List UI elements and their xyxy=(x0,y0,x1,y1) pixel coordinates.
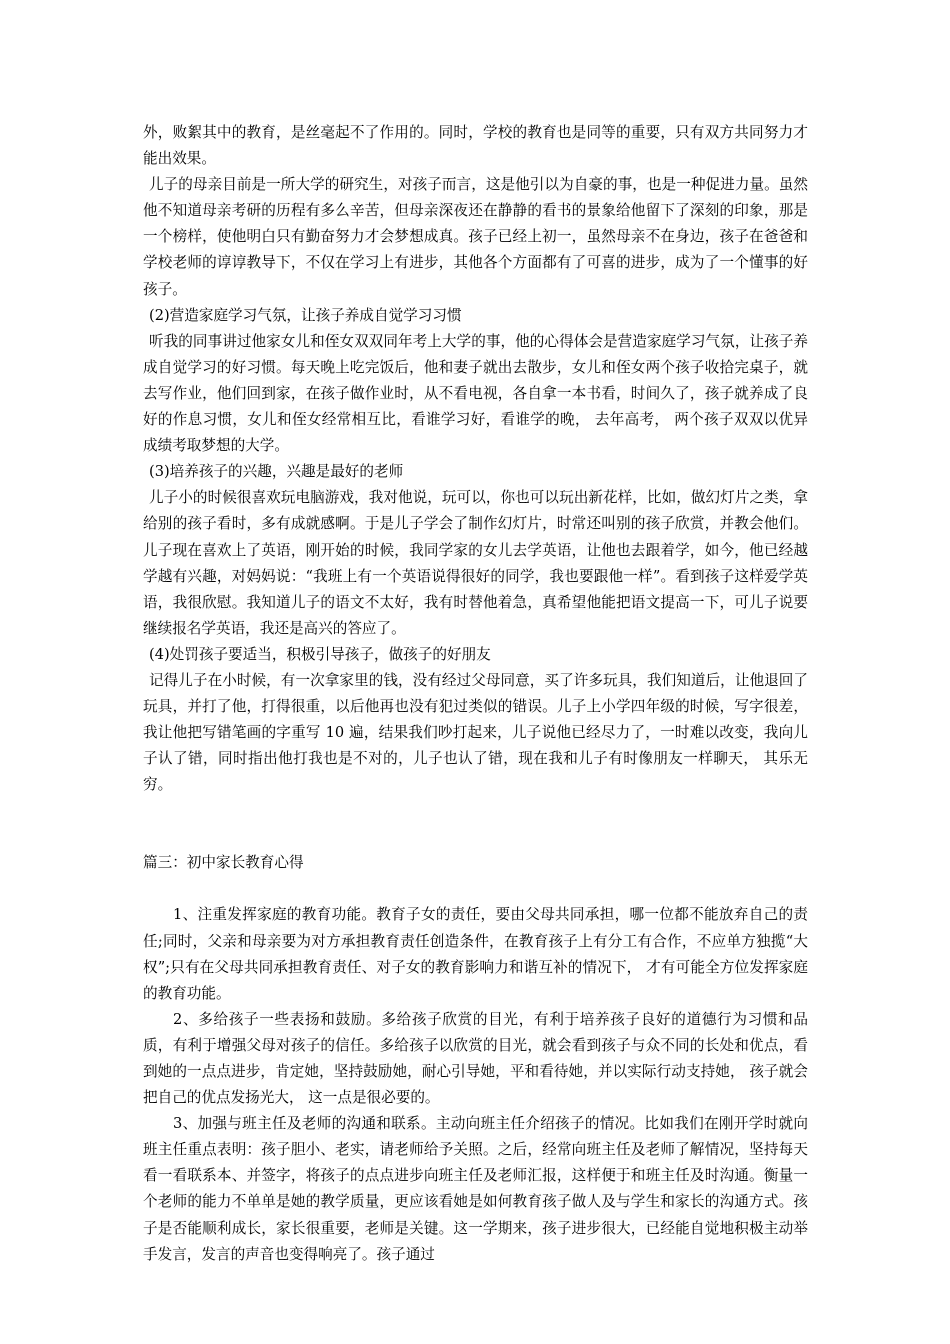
title-spacer xyxy=(143,876,808,902)
subheading-3: (3)培养孩子的兴趣，兴趣是最好的老师 xyxy=(149,463,404,481)
section-title: 篇三：初中家长教育心得 xyxy=(143,854,304,872)
section-spacer xyxy=(143,798,808,850)
subheading-2: (2)营造家庭学习气氛，让孩子养成自觉学习习惯 xyxy=(149,306,462,324)
part1 xyxy=(143,120,808,798)
paragraph-mother-example: 儿子的母亲目前是一所大学的研究生，对孩子而言，这是他引以为自豪的事，也是一种促进力量。虽然他不知道母亲考研的历程有多么辛苦，但母亲深夜还在静静的看书的景象给他留下了深刻的印象，那是一个榜样，使他明白只有勤奋努力才会梦想成真。孩子已经上初一，虽然母亲不在身边，孩子在爸爸和学校老师的谆谆教导下，不仅在学习上有进步，其他各个方面都有了可喜的进步，成为了一个懂事的好孩子。 xyxy=(143,176,808,298)
part2 xyxy=(143,850,808,1267)
document-page xyxy=(143,120,808,1268)
paragraph-study-atmosphere: 听我的同事讲过他家女儿和侄女双双同年考上大学的事，他的心得体会是营造家庭学习气氛，让孩子养成自觉学习的好习惯。每天晚上吃完饭后，他和妻子就出去散步，女儿和侄女两个孩子收拾完桌子，就去写作业，他们回到家，在孩子做作业时，从不看电视，各自拿一本书看，时间久了，孩子就养成了良好的作息习惯，女儿和侄女经常相互比，看谁学习好，看谁学的晚， 去年高考， 两个孩子双双以优异成绩考取梦想的大学。 xyxy=(143,332,808,455)
paragraph-intro-continuation: 外，败絮其中的教育，是丝毫起不了作用的。同时，学校的教育也是同等的重要，只有双方共同努力才能出效果。 xyxy=(143,124,808,168)
subheading-4: (4)处罚孩子要适当，积极引导孩子，做孩子的好朋友 xyxy=(149,645,491,663)
paragraph-interest: 儿子小的时候很喜欢玩电脑游戏，我对他说，玩可以，你也可以玩出新花样，比如，做幻灯片之类，拿给别的孩子看时，多有成就感啊。于是儿子学会了制作幻灯片，时常还叫别的孩子欣赏，并教会他们。儿子现在喜欢上了英语，刚开始的时候，我同学家的女儿去学英语，让他也去跟着学，如今，他已经越学越有兴趣，对妈妈说：“我班上有一个英语说得很好的同学，我也要跟他一样”。看到孩子这样爱学英语，我很欣慰。我知道儿子的语文不太好，我有时替他着急，真希望他能把语文提高一下，可儿子说要继续报名学英语，我还是高兴的答应了。 xyxy=(143,489,808,637)
paragraph-point-3: 3、加强与班主任及老师的沟通和联系。主动向班主任介绍孩子的情况。比如我们在刚开学时就向班主任重点表明：孩子胆小、老实，请老师给予关照。之后，经常向班主任及老师了解情况，坚持每天看一看联系本、并签字，将孩子的点点进步向班主任及老师汇报，这样便于和班主任及时沟通。衡量一个老师的能力不单单是她的教学质量，更应该看她是如何教育孩子做人及与学生和家长的沟通方式。孩子是否能顺利成长，家长很重要，老师是关键。这一学期来，孩子进步很大，已经能自觉地积极主动举手发言，发言的声音也变得响亮了。孩子通过 xyxy=(143,1115,808,1263)
paragraph-punishment: 记得儿子在小时候，有一次拿家里的钱，没有经过父母同意，买了许多玩具，我们知道后，让他退回了玩具，并打了他，打得很重，以后他再也没有犯过类似的错误。儿子上小学四年级的时候，写字很差，我让他把写错笔画的字重写 10 遍，结果我们吵打起来，儿子说他已经尽力了，一时难以改变，我向儿子认了错，同时指出他打我也是不对的，儿子也认了错，现在我和儿子有时像朋友一样聊天， 其乐无穷。 xyxy=(143,671,808,794)
paragraph-point-1: 1、注重发挥家庭的教育功能。教育子女的责任，要由父母共同承担，哪一位都不能放弃自己的责任;同时，父亲和母亲要为对方承担教育责任创造条件，在教育孩子上有分工有合作，不应单方独揽“大权”;只有在父母共同承担教育责任、对子女的教育影响力和谐互补的情况下， 才有可能全方位发挥家庭的教育功能。 xyxy=(143,906,808,1002)
paragraph-point-2: 2、多给孩子一些表扬和鼓励。多给孩子欣赏的目光，有利于培养孩子良好的道德行为习惯和品质，有利于增强父母对孩子的信任。多给孩子以欣赏的目光，就会看到孩子与众不同的长处和优点，看到她的一点点进步，肯定她，坚持鼓励她，耐心引导她，平和看待她，并以实际行动支持她， 孩子就会把自己的优点发扬光大， 这一点是很必要的。 xyxy=(143,1010,808,1107)
